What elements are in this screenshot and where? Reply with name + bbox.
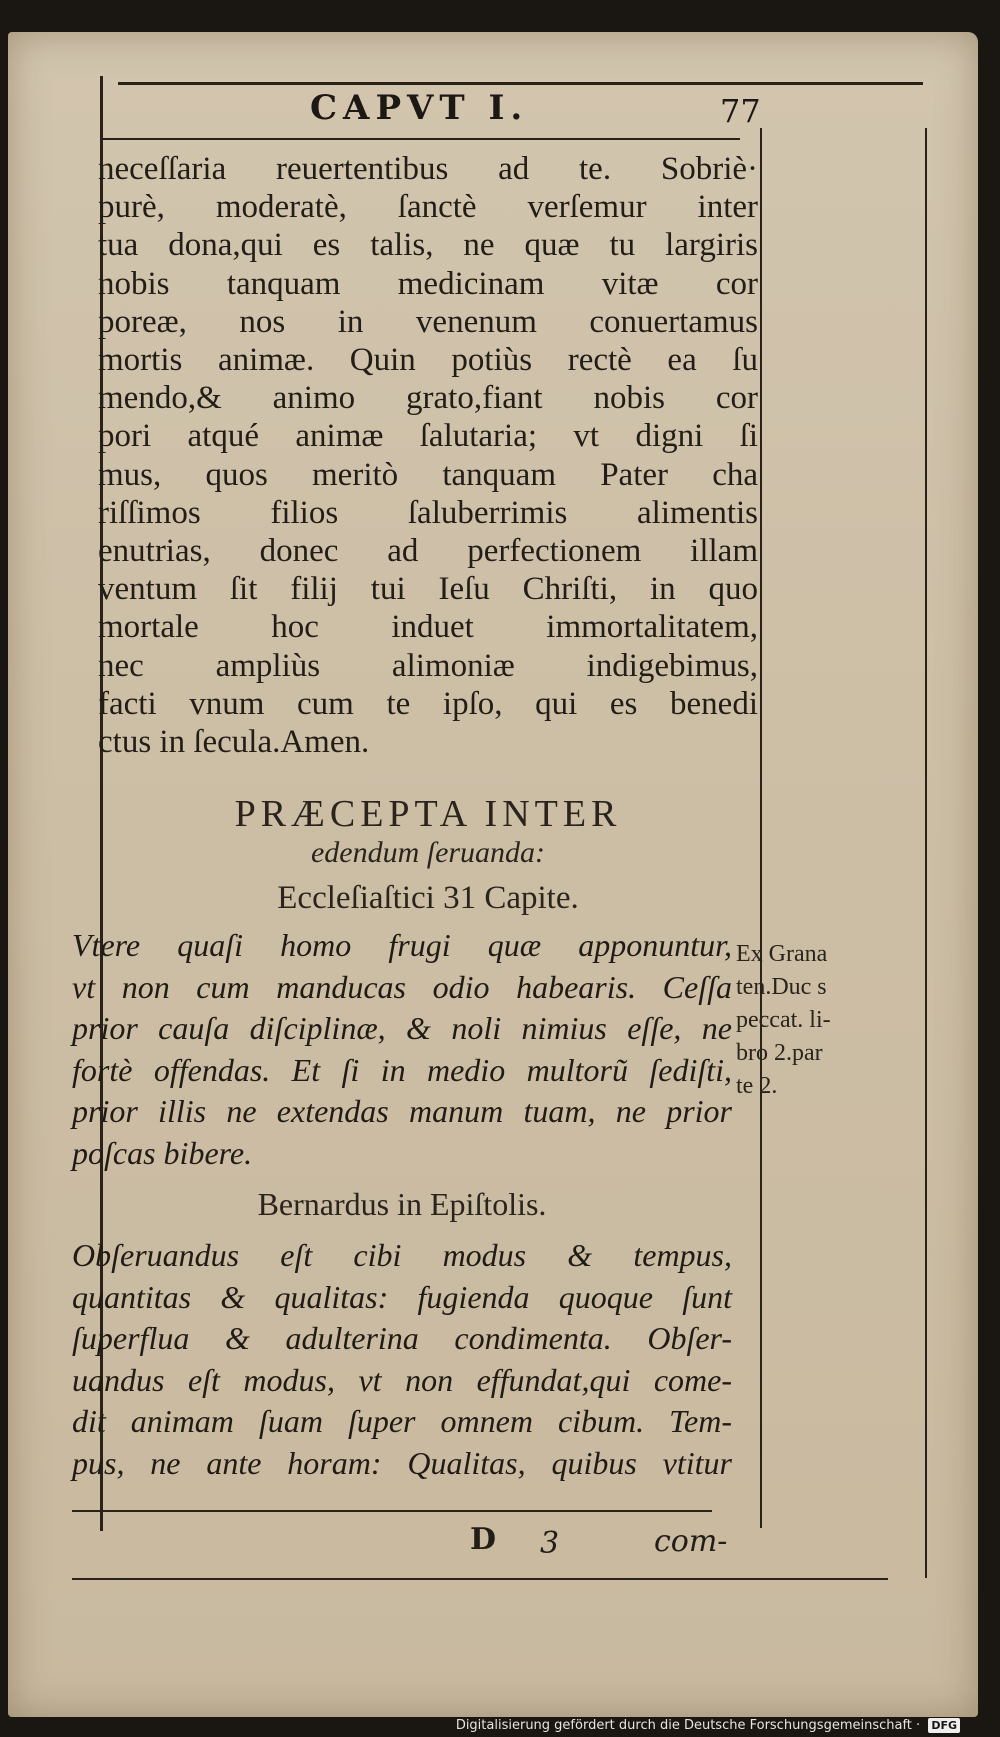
text-line: poreæ, nos in venenum conuertamus [98,303,758,340]
margin-note-line: Ex Grana [736,941,828,967]
signature-number: 3 [540,1526,560,1561]
quote-line: dit animam ſuam ſuper omnem cibum. Tem- [72,1403,732,1439]
quote-line: ſuperflua & adulterina condimenta. Obſer- [72,1320,732,1356]
dfg-logo: DFG [928,1718,960,1733]
margin-note-line: ten.Duc s [736,974,827,1000]
body-text [98,150,758,761]
footer-rule-bottom [72,1578,888,1580]
text-line: tua dona,qui es talis, ne quæ tu largiris [98,227,758,264]
quote-line: pus, ne ante horam: Qualitas, quibus vtitur [72,1444,732,1481]
page-number: 77 [720,92,761,130]
catchword: com- [654,1524,728,1559]
running-title: CAPVT I. [310,88,529,128]
margin-note-line: bro 2.par [736,1040,823,1066]
quote-line: uandus eſt modus, vt non effundat,qui come- [72,1361,732,1398]
margin-note-line: peccat. li- [736,1007,831,1033]
section-source: Eccleſiaſtici 31 Capite. [277,880,579,916]
digitization-credit [456,1718,960,1733]
text-line: ctus in ſecula.Amen. [98,724,370,761]
text-line: mendo,& animo grato,fiant nobis cor [98,380,758,417]
text-line: mortale hoc induet immortalitatem, [98,609,758,646]
quote-line: prior cauſa diſciplinæ, & noli nimius eſſe, ne [72,1010,732,1046]
page-footer [98,1520,758,1570]
quote-bernardus [72,1235,732,1484]
margin-note [736,938,896,1103]
signature-mark: D [470,1522,497,1557]
margin-right-rule [925,128,927,1578]
quote-line: Obſeruandus eſt cibi modus & tempus, [72,1237,732,1273]
quote-line: fortè offendas. Et ſi in medio multorũ ſediſti, [72,1051,732,1088]
credit-text: Digitalisierung gefördert durch die Deutsche Forschungsgemeinschaft · [455,1718,921,1733]
text-line: mus, quos meritò tanquam Pater cha [98,456,758,493]
text-line: purè, moderatè, ſanctè verſemur inter [98,189,758,226]
footer-rule-top [72,1510,712,1512]
section2-source: Bernardus in Epiſtolis. [257,1186,547,1222]
header-rule [100,138,740,140]
text-line: nec ampliùs alimoniæ indigebimus, [98,647,758,684]
quote-line: vt non cum manducas odio habearis. Ceſſa [72,968,732,1005]
text-line: enutrias, donec ad perfectionem illam [98,533,758,570]
text-line: facti vnum cum te ipſo, qui es benedi [98,685,758,722]
quote-ecclesiasticus [72,925,732,1174]
text-right-rule [760,128,762,1528]
section-title: PRÆCEPTA INTER [234,793,622,835]
text-line: neceſſaria reuertentibus ad te. Sobriè· [98,151,758,187]
quote-line: prior illis ne extendas manum tuam, ne prior [72,1093,732,1129]
quote-line: Vtere quaſi homo frugi quæ apponuntur, [72,927,732,963]
text-line: ventum ſit filij tui Ieſu Chriſti, in quo [98,571,758,608]
margin-note-line: te 2. [736,1073,778,1099]
text-line: pori atqué animæ ſalutaria; vt digni ſi [98,418,758,455]
text-line: riſſimos filios ſaluberrimis alimentis [98,494,758,531]
section-subtitle: edendum ſeruanda: [310,836,546,869]
page-header [100,84,760,134]
text-line: nobis tanquam medicinam vitæ cor [98,265,758,302]
quote-line: poſcas bibere. [72,1134,253,1171]
quote-line: quantitas & qualitas: fugienda quoque ſunt [72,1278,732,1315]
text-line: mortis animæ. Quin potiùs rectè ea ſu [98,342,758,379]
